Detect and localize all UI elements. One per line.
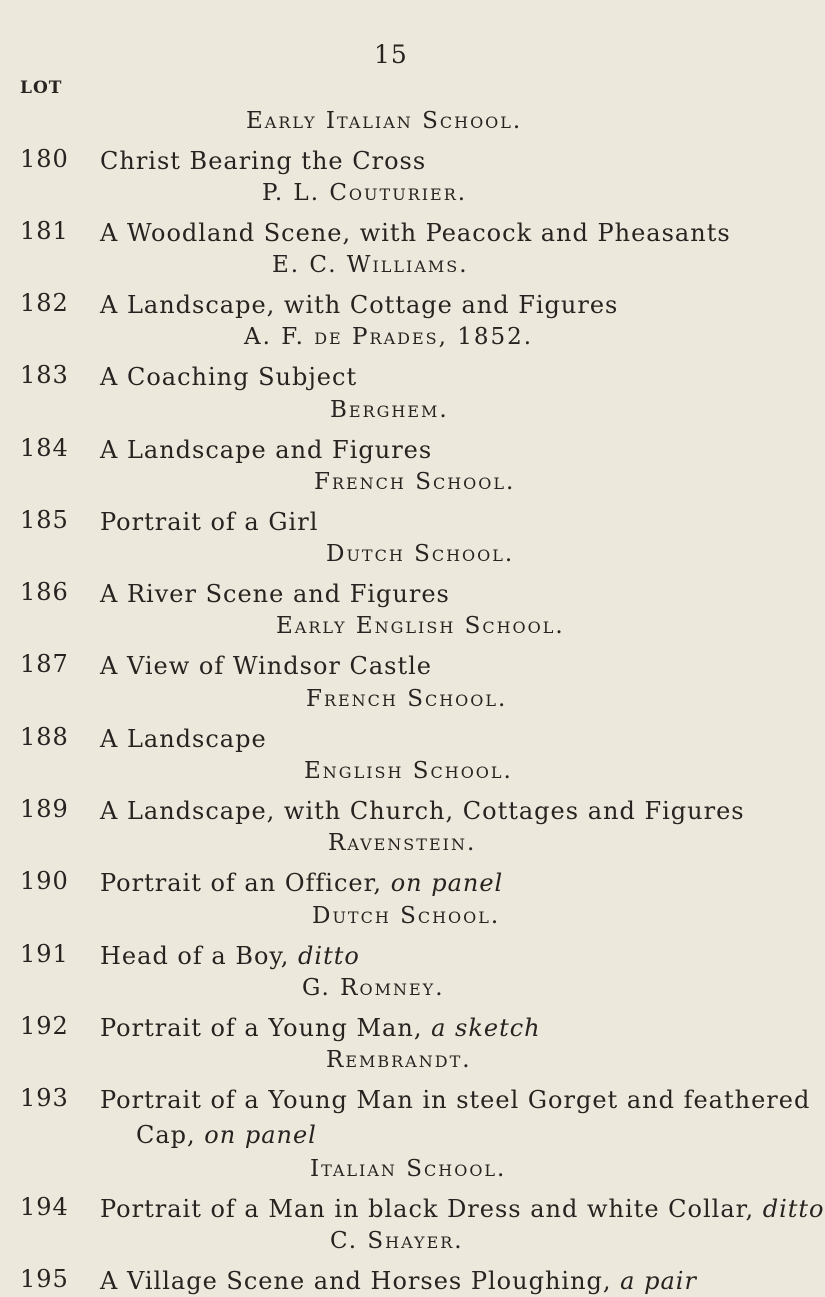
lot-artist: Berghem. <box>330 397 449 423</box>
lot-number: 195 <box>20 1265 69 1293</box>
lot-description: Portrait of a Girl <box>100 508 319 536</box>
lot-column-label: LOT <box>20 78 63 98</box>
lot-description: A Landscape <box>100 725 267 753</box>
lot-description: A Landscape, with Cottage and Figures <box>100 291 619 319</box>
lot-description-continuation: Cap, on panel <box>136 1121 317 1149</box>
lot-description: Portrait of an Officer, on panel <box>100 869 504 897</box>
lot-number: 180 <box>20 145 69 173</box>
lot-number: 187 <box>20 650 69 678</box>
lot-description: Christ Bearing the Cross <box>100 147 427 175</box>
lot-description: Portrait of a Man in black Dress and white Collar, ditto <box>100 1195 825 1223</box>
lot-artist: E. C. Williams. <box>272 252 469 278</box>
lot-number: 185 <box>20 506 69 534</box>
lot-number: 193 <box>20 1084 69 1112</box>
lot-artist: Rembrandt. <box>326 1047 472 1073</box>
lot-artist: Ravenstein. <box>328 830 477 856</box>
lot-description: A Coaching Subject <box>100 363 358 391</box>
lot-description: A Landscape and Figures <box>100 436 433 464</box>
lot-number: 194 <box>20 1193 69 1221</box>
lot-artist: Early Italian School. <box>246 108 523 134</box>
lot-artist: French School. <box>306 686 508 712</box>
lot-artist: English School. <box>304 758 513 784</box>
lot-artist: P. L. Couturier. <box>262 180 468 206</box>
lot-artist: Early English School. <box>276 613 565 639</box>
lot-number: 192 <box>20 1012 69 1040</box>
lot-number: 182 <box>20 289 69 317</box>
lot-description: A View of Windsor Castle <box>100 652 433 680</box>
page-number: 15 <box>374 40 408 69</box>
lot-description: Portrait of a Young Man, a sketch <box>100 1014 541 1042</box>
lot-description: A Woodland Scene, with Peacock and Pheasants <box>100 219 731 247</box>
lot-artist: A. F. de Prades, 1852. <box>244 324 534 350</box>
lot-artist: French School. <box>314 469 516 495</box>
lot-artist: C. Shayer. <box>330 1228 464 1254</box>
lot-number: 188 <box>20 723 69 751</box>
lot-description: A Village Scene and Horses Ploughing, a pair <box>100 1267 697 1295</box>
lot-number: 190 <box>20 867 69 895</box>
lot-number: 186 <box>20 578 69 606</box>
lot-description: A River Scene and Figures <box>100 580 450 608</box>
lot-number: 183 <box>20 361 69 389</box>
lot-number: 184 <box>20 434 69 462</box>
lot-number: 189 <box>20 795 69 823</box>
lot-description: Head of a Boy, ditto <box>100 942 360 970</box>
lot-artist: Dutch School. <box>326 541 515 567</box>
lot-number: 191 <box>20 940 69 968</box>
lot-description: Portrait of a Young Man in steel Gorget and feathered <box>100 1086 811 1114</box>
lot-artist: Dutch School. <box>312 903 501 929</box>
lot-artist: G. Romney. <box>302 975 445 1001</box>
lot-artist: Italian School. <box>310 1156 507 1182</box>
lot-number: 181 <box>20 217 69 245</box>
lot-description: A Landscape, with Church, Cottages and Figures <box>100 797 745 825</box>
